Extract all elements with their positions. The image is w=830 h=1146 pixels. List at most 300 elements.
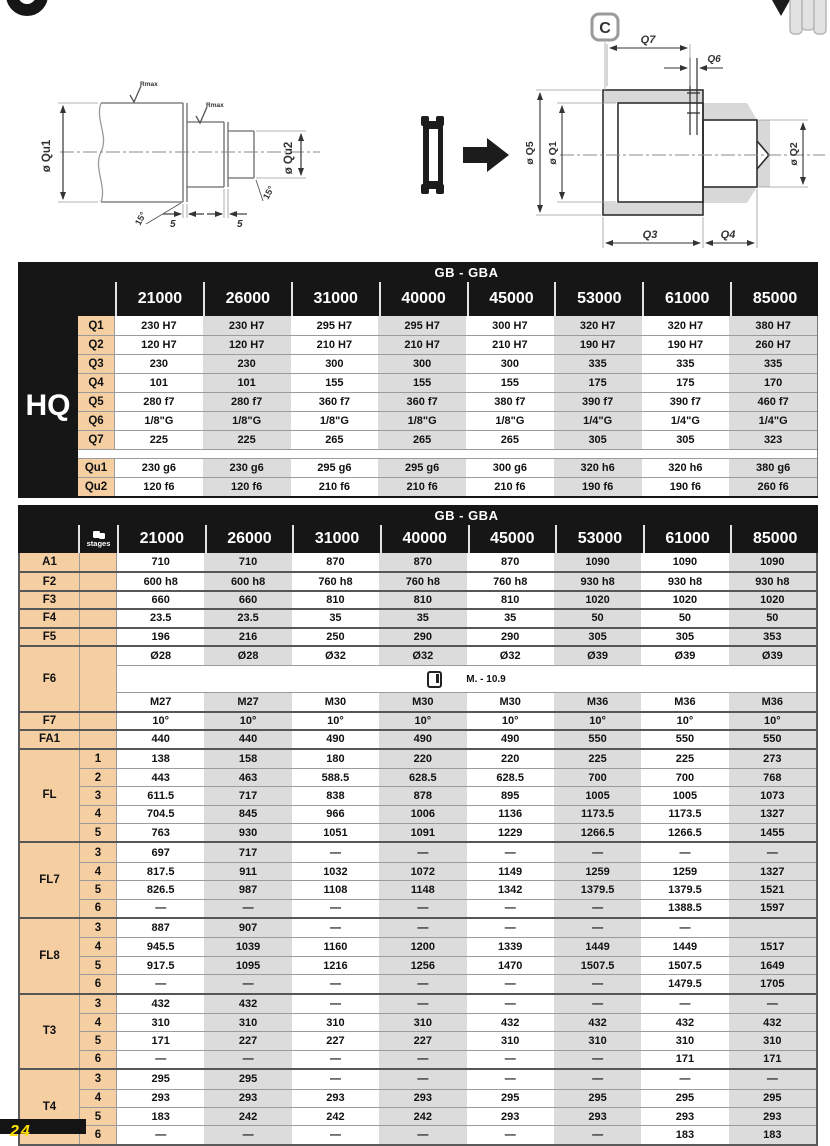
value-cell: 300	[466, 355, 554, 373]
value-cell: 1597	[729, 900, 816, 917]
column-header: 31000	[292, 525, 380, 553]
value-cell: 443	[117, 769, 204, 786]
bolt-class-text: M. - 10.9	[466, 673, 506, 685]
row-label: FA1	[20, 731, 80, 747]
value-cell: 1449	[554, 938, 641, 955]
value-cell: 50	[641, 610, 728, 626]
value-cell: 310	[467, 1032, 554, 1049]
row-label: FL7	[20, 843, 80, 917]
value-cell: 216	[204, 629, 291, 645]
value-cell: 305	[641, 629, 728, 645]
value-cell: 1259	[641, 863, 728, 880]
value-cell: 460 f7	[729, 393, 817, 411]
value-cell: 1005	[641, 787, 728, 804]
stage-cell: 5	[80, 824, 117, 841]
value-cell: —	[554, 995, 641, 1013]
value-cell: 295	[204, 1070, 291, 1088]
value-cell: —	[554, 1126, 641, 1143]
f6-block	[20, 645, 816, 711]
row-label: FL8	[20, 919, 80, 993]
row-label: Qu1	[78, 459, 115, 477]
value-cell: 1173.5	[641, 806, 728, 823]
value-cell: 320 H7	[554, 316, 642, 335]
value-cell: —	[641, 1070, 728, 1088]
value-cell: 290	[467, 629, 554, 645]
surface-finish-label: Rmax	[140, 81, 158, 88]
row-label: F7	[20, 713, 80, 729]
value-cell: 295 H7	[291, 316, 379, 335]
value-cell: 700	[554, 769, 641, 786]
housing-drawing	[536, 14, 825, 248]
value-cell: 310	[204, 1014, 291, 1031]
value-cell: 1/4"G	[554, 412, 642, 430]
value-cell: 35	[467, 610, 554, 626]
value-cell: 210 H7	[291, 336, 379, 354]
value-cell: Ø39	[641, 647, 728, 665]
value-cell: 845	[204, 806, 291, 823]
table-row	[80, 937, 816, 955]
value-cell: 660	[117, 592, 204, 608]
value-cell: —	[554, 919, 641, 937]
stage-cell: 3	[80, 787, 117, 804]
value-cell: 227	[204, 1032, 291, 1049]
value-cell: 878	[379, 787, 466, 804]
value-cell: 432	[641, 1014, 728, 1031]
value-cell: —	[292, 900, 379, 917]
value-cell: 293	[554, 1108, 641, 1125]
group-rows	[80, 1070, 816, 1144]
value-cell: 1/8"G	[291, 412, 379, 430]
row-label: Q1	[78, 316, 115, 335]
column-header: 26000	[205, 525, 293, 553]
table1-column-headers	[115, 282, 818, 316]
table-row	[80, 1107, 816, 1125]
table-row	[80, 823, 816, 841]
value-cell: 907	[204, 919, 291, 937]
value-cell: 120 H7	[203, 336, 291, 354]
value-cell: —	[292, 843, 379, 861]
group-rows	[80, 919, 816, 993]
value-cell: —	[467, 975, 554, 992]
page-number-text: 24	[10, 1123, 32, 1140]
value-cell: —	[467, 1126, 554, 1143]
value-cell: 310	[292, 1014, 379, 1031]
table1-side-label: HQ	[25, 389, 71, 422]
value-cell: 230 g6	[203, 459, 291, 477]
value-cell: 120 f6	[115, 478, 203, 496]
table-row	[80, 899, 816, 917]
value-cell: 1/8"G	[203, 412, 291, 430]
value-cell: 310	[379, 1014, 466, 1031]
table-row	[80, 750, 816, 768]
table-row	[117, 647, 816, 665]
value-cell: 1032	[292, 863, 379, 880]
value-cell: 250	[292, 629, 379, 645]
value-cell: —	[467, 900, 554, 917]
column-header: 21000	[115, 282, 203, 316]
stage-cell: 6	[80, 975, 117, 992]
value-cell: 220	[467, 750, 554, 768]
value-cell: 966	[292, 806, 379, 823]
dimension-label: ø Q5	[524, 141, 536, 165]
table-row	[78, 354, 817, 373]
value-cell: —	[117, 1051, 204, 1068]
value-cell: Ø28	[204, 647, 291, 665]
value-cell: 171	[117, 1032, 204, 1049]
value-cell: 1216	[292, 957, 379, 974]
value-cell: 1/8"G	[466, 412, 554, 430]
value-cell: 10°	[292, 713, 379, 729]
value-cell: —	[554, 1051, 641, 1068]
value-cell: 230	[203, 355, 291, 373]
column-header: 40000	[380, 525, 468, 553]
stages-column-header	[78, 525, 117, 553]
table-row	[20, 553, 816, 571]
seal-icon	[421, 116, 444, 194]
table-row	[80, 1050, 816, 1068]
value-cell: 611.5	[117, 787, 204, 804]
value-cell: Ø32	[467, 647, 554, 665]
value-cell: —	[467, 1070, 554, 1088]
table-row	[80, 880, 816, 898]
value-cell: 10°	[641, 713, 728, 729]
value-cell: 826.5	[117, 881, 204, 898]
row-label: FL	[20, 750, 80, 842]
value-cell: —	[729, 1070, 816, 1088]
value-cell: 1005	[554, 787, 641, 804]
value-cell: 1479.5	[641, 975, 728, 992]
row-label: Q4	[78, 374, 115, 392]
value-cell: 1020	[554, 592, 641, 608]
dimension-label: ø Q1	[547, 141, 559, 165]
value-cell: 10°	[379, 713, 466, 729]
stage-cell: 4	[80, 806, 117, 823]
value-cell: 432	[729, 1014, 816, 1031]
value-cell: —	[117, 900, 204, 917]
value-cell: 440	[117, 731, 204, 747]
table-row	[80, 843, 816, 861]
value-cell: 550	[554, 731, 641, 747]
value-cell: 1/4"G	[729, 412, 817, 430]
value-cell: 1388.5	[641, 900, 728, 917]
value-cell: 870	[379, 553, 466, 571]
value-cell: 310	[117, 1014, 204, 1031]
row-label: T4	[20, 1070, 80, 1144]
row-label: F3	[20, 592, 80, 608]
stage-cell	[80, 731, 117, 747]
value-cell: 1006	[379, 806, 466, 823]
value-cell: 310	[554, 1032, 641, 1049]
row-label: A1	[20, 553, 80, 571]
value-cell: 293	[729, 1108, 816, 1125]
value-cell: 817.5	[117, 863, 204, 880]
stage-cell	[80, 713, 117, 729]
value-cell: 870	[292, 553, 379, 571]
value-cell: 293	[292, 1090, 379, 1107]
row-label: F6	[20, 647, 80, 711]
value-cell: 320 h6	[554, 459, 642, 477]
value-cell: 1090	[641, 553, 728, 571]
bolt-icon	[427, 671, 442, 688]
value-cell: 280 f7	[115, 393, 203, 411]
value-cell: 440	[204, 731, 291, 747]
table-row	[80, 974, 816, 992]
table-row	[20, 571, 816, 589]
value-cell: 628.5	[467, 769, 554, 786]
value-cell: 810	[379, 592, 466, 608]
value-cell: 1072	[379, 863, 466, 880]
value-cell: 1379.5	[641, 881, 728, 898]
value-cell: 353	[729, 629, 816, 645]
value-cell: 295	[467, 1090, 554, 1107]
stage-cell: 1	[80, 750, 117, 768]
value-cell: 120 f6	[203, 478, 291, 496]
value-cell: —	[292, 1126, 379, 1143]
value-cell: 335	[554, 355, 642, 373]
value-cell: 290	[379, 629, 466, 645]
value-cell: 183	[117, 1108, 204, 1125]
dimension-group	[20, 748, 816, 842]
value-cell: 190 H7	[642, 336, 730, 354]
value-cell: —	[554, 900, 641, 917]
value-cell: 155	[291, 374, 379, 392]
value-cell: 1173.5	[554, 806, 641, 823]
value-cell: —	[292, 1070, 379, 1088]
value-cell: 242	[292, 1108, 379, 1125]
value-cell: Ø28	[117, 647, 204, 665]
value-cell: —	[467, 1051, 554, 1068]
column-header: 61000	[643, 525, 731, 553]
table-row	[78, 373, 817, 392]
value-cell: 310	[729, 1032, 816, 1049]
dimension-label: Q3	[642, 229, 658, 241]
value-cell: 1266.5	[554, 824, 641, 841]
value-cell: 588.5	[292, 769, 379, 786]
value-cell: —	[292, 1051, 379, 1068]
row-label: Q5	[78, 393, 115, 411]
stage-cell	[80, 553, 117, 571]
value-cell: 190 f6	[554, 478, 642, 496]
dimension-label: ø Q2	[788, 142, 800, 166]
value-cell: —	[379, 919, 466, 937]
value-cell: 550	[729, 731, 816, 747]
value-cell: —	[379, 1051, 466, 1068]
table-row	[80, 1089, 816, 1107]
table-row	[78, 430, 817, 449]
value-cell: 760 h8	[292, 573, 379, 589]
stage-cell: 4	[80, 1014, 117, 1031]
value-cell: 930 h8	[641, 573, 728, 589]
value-cell: 265	[291, 431, 379, 449]
table-row	[78, 458, 817, 477]
value-cell: 911	[204, 863, 291, 880]
value-cell: —	[379, 1070, 466, 1088]
value-cell: 917.5	[117, 957, 204, 974]
stage-cell: 5	[80, 881, 117, 898]
value-cell: 1517	[729, 938, 816, 955]
technical-drawing	[0, 0, 830, 258]
dimension-label: 5	[170, 219, 176, 230]
value-cell: 1200	[379, 938, 466, 955]
value-cell: 1455	[729, 824, 816, 841]
stage-cell: 5	[80, 1032, 117, 1049]
column-header: 85000	[730, 525, 818, 553]
dimension-group	[20, 1068, 816, 1144]
value-cell: 280 f7	[203, 393, 291, 411]
stage-cell: 6	[80, 1051, 117, 1068]
stage-cell: 3	[80, 919, 117, 937]
value-cell: 1649	[729, 957, 816, 974]
table-row	[78, 335, 817, 354]
value-cell: M36	[554, 693, 641, 710]
value-cell: 1/8"G	[115, 412, 203, 430]
value-cell: 432	[467, 1014, 554, 1031]
value-cell: —	[379, 995, 466, 1013]
column-header: 45000	[468, 525, 556, 553]
dimension-label: 5	[237, 219, 243, 230]
value-cell: 1039	[204, 938, 291, 955]
value-cell: 183	[641, 1126, 728, 1143]
row-label: Qu2	[78, 478, 115, 496]
value-cell: 230 g6	[115, 459, 203, 477]
value-cell: 225	[203, 431, 291, 449]
value-cell: 295 g6	[291, 459, 379, 477]
value-cell: 1090	[729, 553, 816, 571]
row-label: F5	[20, 629, 80, 645]
value-cell: 230 H7	[115, 316, 203, 335]
value-cell: 158	[204, 750, 291, 768]
surface-finish-label: Rmax	[206, 102, 224, 109]
value-cell: 225	[641, 750, 728, 768]
value-cell: —	[292, 995, 379, 1013]
stage-cell	[80, 610, 117, 626]
value-cell: 210 f6	[466, 478, 554, 496]
value-cell: 171	[729, 1051, 816, 1068]
row-label: Q2	[78, 336, 115, 354]
value-cell: 10°	[467, 713, 554, 729]
value-cell: 260 H7	[729, 336, 817, 354]
table-row	[20, 627, 816, 645]
value-cell: 887	[117, 919, 204, 937]
value-cell: 10°	[204, 713, 291, 729]
value-cell: 987	[204, 881, 291, 898]
stage-cell: 5	[80, 1108, 117, 1125]
dimension-group	[20, 917, 816, 993]
value-cell: M30	[379, 693, 466, 710]
value-cell: —	[379, 975, 466, 992]
value-cell: 335	[642, 355, 730, 373]
value-cell: 945.5	[117, 938, 204, 955]
value-cell: Ø32	[379, 647, 466, 665]
value-cell: —	[379, 1126, 466, 1143]
value-cell: 23.5	[117, 610, 204, 626]
value-cell: Ø39	[554, 647, 641, 665]
value-cell: 930 h8	[554, 573, 641, 589]
column-header: 31000	[291, 282, 379, 316]
value-cell: —	[292, 919, 379, 937]
row-label: F4	[20, 610, 80, 626]
value-cell: 704.5	[117, 806, 204, 823]
value-cell: 50	[729, 610, 816, 626]
value-cell: 717	[204, 787, 291, 804]
value-cell: 1136	[467, 806, 554, 823]
table-row	[80, 1013, 816, 1031]
value-cell: 490	[379, 731, 466, 747]
group-rows	[80, 750, 816, 842]
value-cell: M36	[729, 693, 816, 710]
value-cell: 305	[554, 629, 641, 645]
c-badge-label: C	[599, 20, 611, 37]
page-number-tag	[0, 1119, 86, 1140]
value-cell: —	[554, 975, 641, 992]
value-cell: —	[204, 1126, 291, 1143]
value-cell: 230 H7	[203, 316, 291, 335]
value-cell: 895	[467, 787, 554, 804]
value-cell: 101	[203, 374, 291, 392]
table-row	[80, 919, 816, 937]
value-cell: 380 H7	[729, 316, 817, 335]
value-cell: 155	[378, 374, 466, 392]
value-cell: 293	[379, 1090, 466, 1107]
column-header: 53000	[555, 525, 643, 553]
value-cell: 432	[554, 1014, 641, 1031]
value-cell: 265	[378, 431, 466, 449]
value-cell: —	[117, 1126, 204, 1143]
value-cell: 335	[729, 355, 817, 373]
dimension-group	[20, 993, 816, 1069]
value-cell: —	[641, 843, 728, 861]
value-cell: 242	[204, 1108, 291, 1125]
dimension-group	[20, 841, 816, 917]
value-cell: 600 h8	[117, 573, 204, 589]
value-cell: —	[467, 919, 554, 937]
table-row	[20, 711, 816, 729]
bolt-class-note	[117, 665, 816, 692]
shaft-drawing	[58, 86, 320, 224]
table2-column-headers	[78, 525, 818, 553]
table-row	[80, 768, 816, 786]
value-cell: 628.5	[379, 769, 466, 786]
value-cell: 180	[292, 750, 379, 768]
value-cell: 700	[641, 769, 728, 786]
table1-title: GB - GBA	[434, 264, 499, 280]
stage-cell	[80, 629, 117, 645]
value-cell: —	[641, 919, 728, 937]
value-cell: 660	[204, 592, 291, 608]
column-header: 85000	[730, 282, 818, 316]
value-cell	[729, 919, 816, 937]
value-cell: 870	[467, 553, 554, 571]
value-cell: 432	[117, 995, 204, 1013]
value-cell: 293	[117, 1090, 204, 1107]
value-cell: M30	[292, 693, 379, 710]
value-cell: M36	[641, 693, 728, 710]
value-cell: 300	[378, 355, 466, 373]
value-cell: 1229	[467, 824, 554, 841]
value-cell: 295 g6	[378, 459, 466, 477]
value-cell: 295 H7	[378, 316, 466, 335]
table2-title: GB - GBA	[434, 507, 499, 523]
table-row	[78, 316, 817, 335]
value-cell: 768	[729, 769, 816, 786]
value-cell: M27	[204, 693, 291, 710]
value-cell: 360 f7	[378, 393, 466, 411]
value-cell: 190 f6	[642, 478, 730, 496]
value-cell: 230	[115, 355, 203, 373]
value-cell: —	[292, 975, 379, 992]
stage-cell: 6	[80, 900, 117, 917]
row-label: Q3	[78, 355, 115, 373]
